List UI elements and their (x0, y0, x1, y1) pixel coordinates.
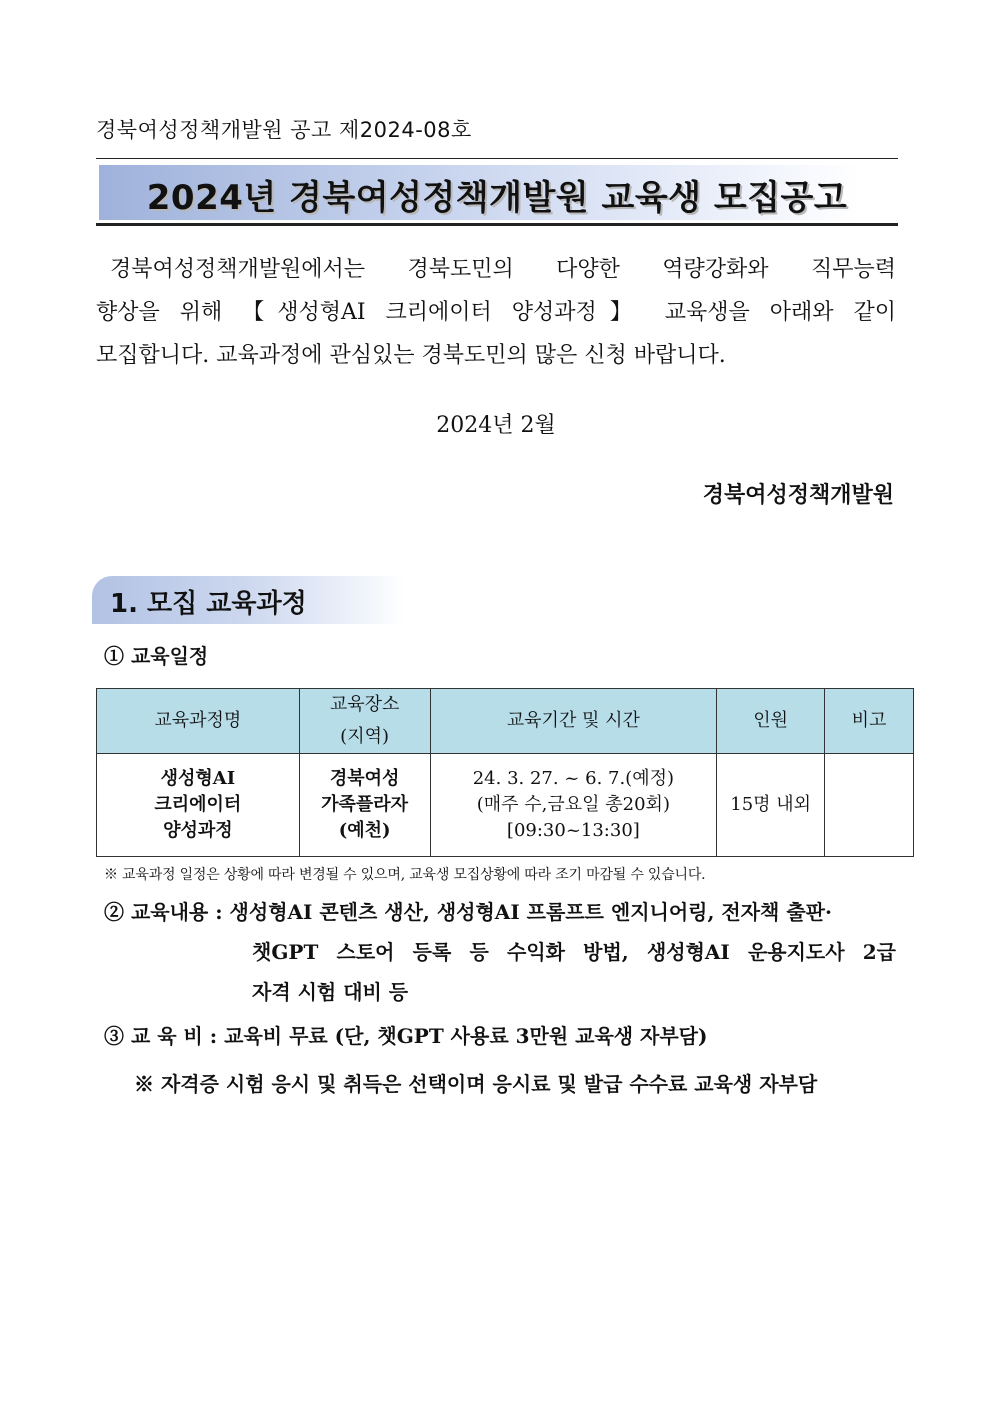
fee-note: ※ 자격증 시험 응시 및 취득은 선택이며 응시료 및 발급 수수료 교육생 자부담 (134, 1072, 818, 1096)
title-top-rule (96, 158, 898, 159)
content-line-2: 챗GPT 스토어 등록 등 수익화 방법, 생성형AI 운용지도사 2급 (252, 940, 896, 964)
content-line-3: 자격 시험 대비 등 (252, 980, 409, 1004)
section-heading: 1. 모집 교육과정 (110, 589, 307, 619)
cell-period (430, 754, 717, 857)
course-line: 크리에이터 (154, 794, 242, 815)
intro-line-1: 경북여성정책개발원에서는 경북도민의 다양한 역량강화와 직무능력 (110, 257, 896, 282)
cell-remark (825, 754, 914, 857)
title-banner (96, 158, 898, 226)
intro-line-2: 향상을 위해 【생성형AI 크리에이터 양성과정】 교육생을 아래와 같이 (96, 300, 896, 325)
page-title: 2024년 경북여성정책개발원 교육생 모집공고 (146, 178, 848, 218)
section-heading-box (92, 576, 404, 624)
period-line: 24. 3. 27. ~ 6. 7.(예정) (472, 768, 675, 789)
schedule-footnote: ※ 교육과정 일정은 상황에 따라 변경될 수 있으며, 교육생 모집상황에 따라 조기 마감될 수 있습니다. (104, 867, 706, 883)
table-row (97, 754, 914, 857)
course-line: 생성형AI (160, 768, 236, 789)
schedule-table (96, 688, 914, 857)
fee-line: ③ 교 육 비 : 교육비 무료 (단, 챗GPT 사용료 3만원 교육생 자부담) (104, 1024, 708, 1048)
header-period: 교육기간 및 시간 (430, 689, 717, 754)
place-line: 경북여성 (329, 768, 400, 789)
period-line: (매주 수,금요일 총20회) (476, 794, 670, 815)
header-remark: 비고 (825, 689, 914, 754)
announcement-date: 2024년 2월 (436, 413, 556, 438)
cell-capacity: 15명 내외 (717, 754, 825, 857)
period-line: [09:30~13:30] (506, 820, 640, 841)
cell-course (97, 754, 300, 857)
notice-number: 경북여성정책개발원 공고 제2024-08호 (96, 118, 472, 142)
intro-line-3: 모집합니다. 교육과정에 관심있는 경북도민의 많은 신청 바랍니다. (96, 343, 726, 368)
place-line: 가족플라자 (321, 794, 409, 815)
place-line: (예천) (338, 820, 391, 841)
header-place (299, 689, 430, 754)
header-capacity: 인원 (717, 689, 825, 754)
header-course: 교육과정명 (97, 689, 300, 754)
table-header-row (97, 689, 914, 754)
header-place-line2: (지역) (340, 726, 389, 747)
schedule-subtitle: ① 교육일정 (104, 644, 209, 668)
course-line: 양성과정 (163, 820, 233, 841)
organization-name: 경북여성정책개발원 (702, 482, 894, 508)
header-place-line1: 교육장소 (329, 694, 400, 715)
title-bottom-rule (96, 223, 898, 226)
cell-place (299, 754, 430, 857)
intro-paragraph (96, 248, 896, 377)
content-line-1: ② 교육내용 : 생성형AI 콘텐츠 생산, 생성형AI 프롬프트 엔지니어링, 전자책 출판· (104, 900, 832, 924)
